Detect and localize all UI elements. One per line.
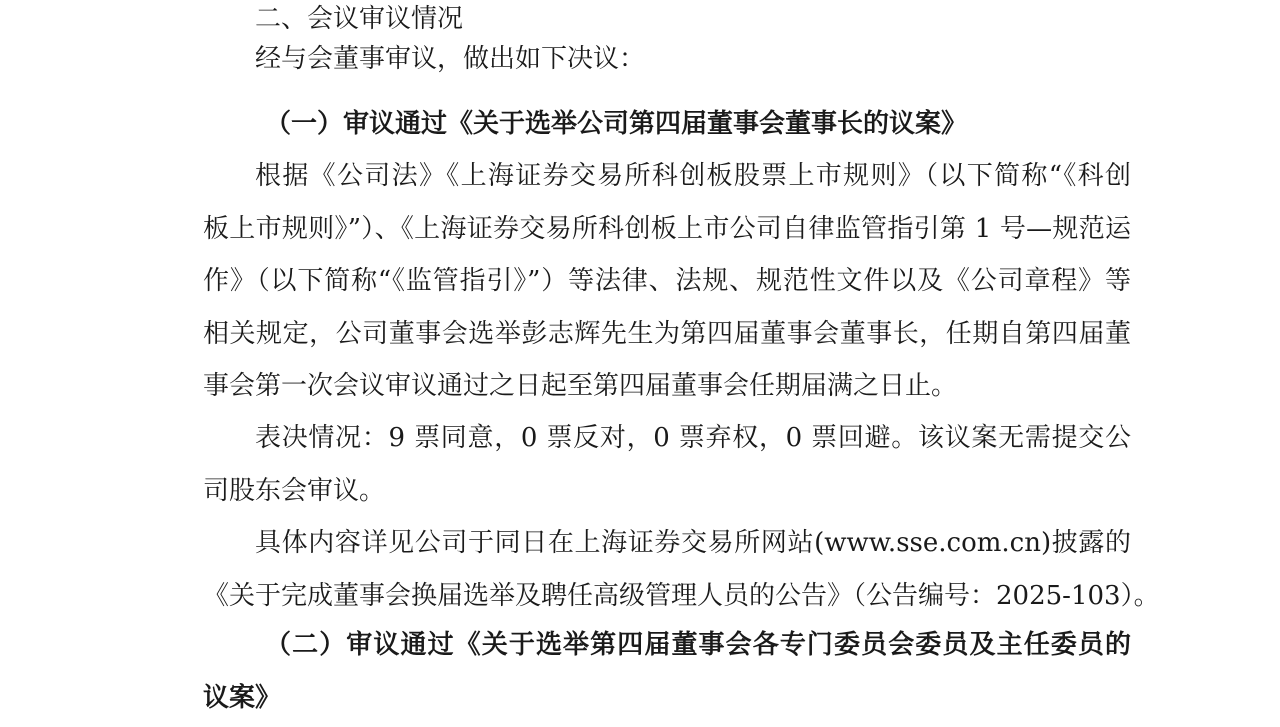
body-line: 事会第一次会议审议通过之日起至第四届董事会任期届满之日止。 [203, 371, 958, 401]
motion-2-title [203, 619, 1131, 724]
motion-1-title: （一）审议通过《关于选举公司第四届董事会董事长的议案》 [265, 109, 968, 139]
body-line: 作》（以下简称“《监管指引》”）等法律、法规、规范性文件以及《公司章程》等 [203, 266, 1131, 296]
detail-line: 具体内容详见公司于同日在上海证券交易所网站(www.sse.com.cn)披露的 [255, 528, 1131, 558]
motion-2-title-line: （二）审议通过《关于选举第四届董事会各专门委员会委员及主任委员的 [265, 630, 1131, 660]
vote-line: 司股东会审议。 [203, 475, 386, 506]
body-line: 板上市规则》”）、《上海证券交易所科创板上市公司自律监管指引第 1 号—规范运 [203, 213, 1131, 244]
detail-line: 《关于完成董事会换届选举及聘任高级管理人员的公告》（公告编号：2025-103）。 [203, 580, 1160, 611]
body-line: 相关规定，公司董事会选举彭志辉先生为第四届董事会董事长，任期自第四届董 [203, 318, 1131, 349]
motion-1-body [203, 150, 1131, 413]
body-line: 根据《公司法》《上海证券交易所科创板股票上市规则》（以下简称“《科创 [255, 161, 1131, 191]
motion-1-detail [203, 517, 1160, 622]
motion-2-title-line: 议案》 [203, 682, 282, 713]
intro-paragraph: 经与会董事审议，做出如下决议： [255, 44, 646, 74]
motion-1-vote [203, 412, 1131, 517]
section-heading: 二、会议审议情况 [255, 4, 464, 34]
vote-line: 表决情况：9 票同意，0 票反对，0 票弃权，0 票回避。该议案无需提交公 [255, 423, 1131, 453]
